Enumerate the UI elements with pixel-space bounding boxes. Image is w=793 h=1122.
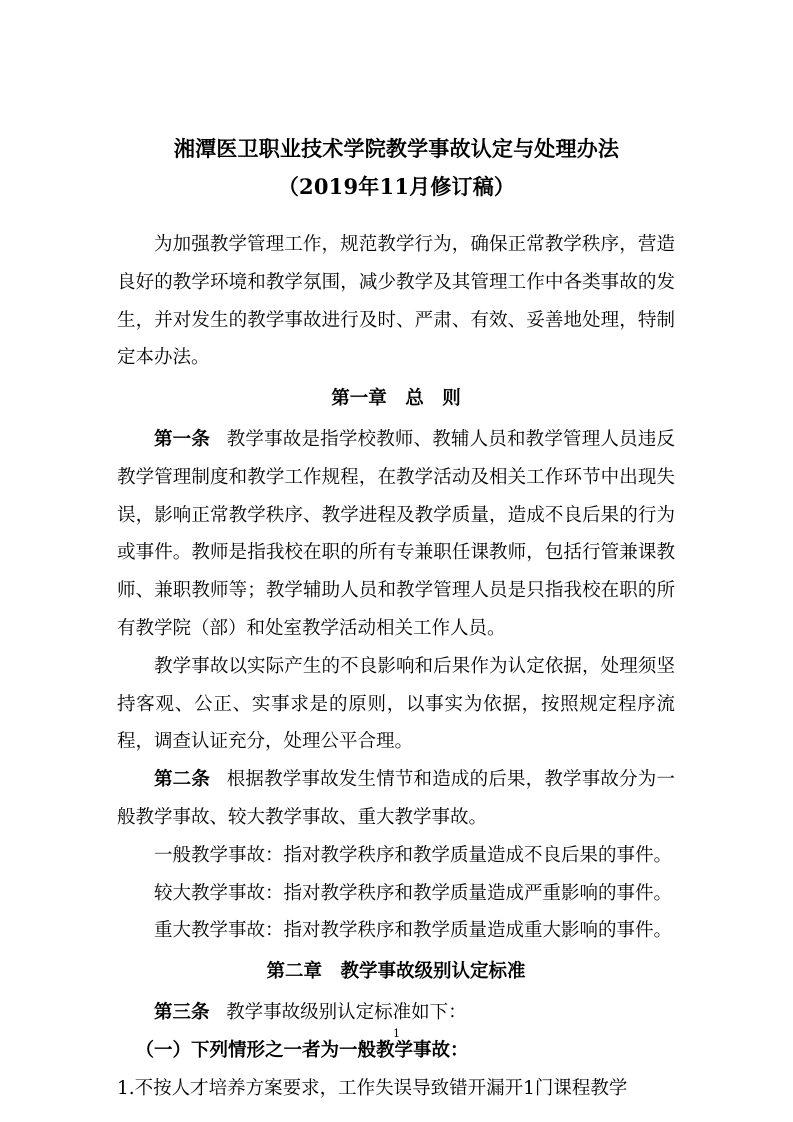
chapter-1-heading: 第一章 总 则 [331, 388, 461, 410]
article-2-text: 根据教学事故发生情节和造成的后果，教学事故分为一般教学事故、较大教学事故、重大教学事故。 [117, 769, 675, 828]
document-subtitle: （2019年11月修订稿） [277, 174, 516, 199]
article-1-paragraph-2: 教学事故以实际产生的不良影响和后果作为认定依据，处理须坚持客观、公正、实事求是的原则，以事实为依据，按照规定程序流程，调查认证充分，处理公平合理。 [117, 655, 675, 753]
level-major-definition: 较大教学事故：指对教学秩序和教学质量造成严重影响的事件。 [154, 882, 673, 904]
chapter-2-heading: 第二章 教学事故级别认定标准 [266, 961, 526, 983]
section-1-heading: （一）下列情形之一者为一般教学事故： [135, 1039, 469, 1061]
document-body [117, 226, 675, 1107]
page-number: 1 [393, 1027, 400, 1040]
level-serious-definition: 重大教学事故：指对教学秩序和教学质量造成重大影响的事件。 [154, 920, 673, 942]
item-1-text: 1.不按人才培养方案要求，工作失误导致错开漏开1门课程教学 [117, 1077, 628, 1099]
article-3-text: 教学事故级别认定标准如下： [226, 1001, 467, 1023]
article-1-label: 第一条 [154, 428, 211, 450]
article-2-label: 第二条 [154, 769, 211, 791]
article-1-paragraph [117, 421, 675, 648]
article-1-text: 教学事故是指学校教师、教辅人员和教学管理人员违反教学管理制度和教学工作规程，在教学活动及相关工作环节中出现失误，影响正常教学秩序、教学进程及教学质量，造成不良后果的行为或事件。教师是指我校在职的所有专兼职任课教师，包括行管兼课教师、兼职教师等；教学辅助人员和教学管理人员是只指我校在职的所有教学院（部）和处室教学活动相关工作人员。 [117, 428, 675, 639]
preamble-paragraph: 为加强教学管理工作，规范教学行为，确保正常教学秩序，营造良好的教学环境和教学氛围，减少教学及其管理工作中各类事故的发生，并对发生的教学事故进行及时、严肃、有效、妥善地处理，特制定本办法。 [117, 234, 675, 369]
document-title: 湘潭医卫职业技术学院教学事故认定与处理办法 [173, 136, 620, 161]
article-3-label: 第三条 [154, 1001, 210, 1023]
article-2-paragraph [117, 761, 675, 837]
level-general-definition: 一般教学事故：指对教学秩序和教学质量造成不良后果的事件。 [154, 844, 673, 866]
